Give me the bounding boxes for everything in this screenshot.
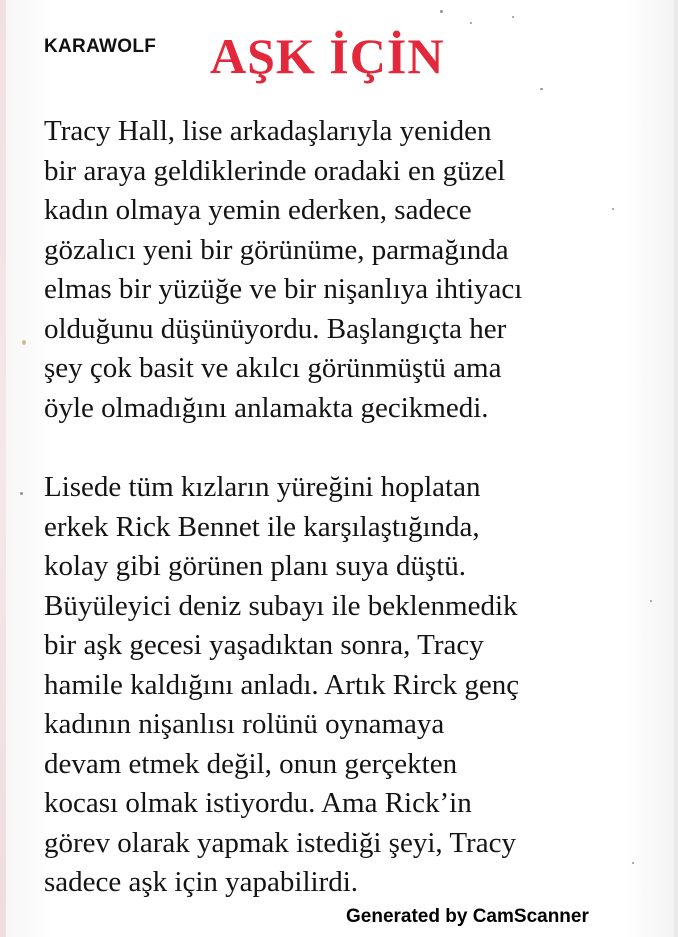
text-line: Büyüleyici deniz subayı ile beklenmedik	[44, 589, 518, 622]
camscanner-watermark: Generated by CamScanner	[346, 906, 589, 927]
text-line: şey çok basit ve akılcı görünmüştü ama	[44, 352, 502, 384]
scan-speck	[20, 492, 23, 495]
scan-speck	[512, 16, 514, 18]
book-title: AŞK İÇİN	[210, 28, 445, 84]
scan-speck	[650, 600, 652, 602]
page-left-edge	[0, 0, 6, 937]
text-line: gözalıcı yeni bir görünüme, parmağında	[44, 233, 509, 266]
scan-speck	[470, 22, 472, 24]
text-line: öyle olmadığını anlamakta gecikmedi.	[44, 391, 489, 424]
scan-speck	[440, 10, 443, 13]
text-line: Tracy Hall, lise arkadaşlarıyla yeniden	[44, 115, 492, 147]
scan-speck	[632, 862, 634, 864]
publisher-label: KARAWOLF	[44, 36, 157, 57]
text-line: görev olarak yapmak istediği şeyi, Tracy	[44, 826, 516, 859]
scan-speck	[540, 88, 543, 90]
text-line: devam etmek değil, onun gerçekten	[44, 747, 458, 780]
text-line: bir aşk gecesi yaşadıktan sonra, Tracy	[44, 629, 484, 661]
text-line: kocası olmak istiyordu. Ama Rick’in	[44, 787, 472, 819]
text-line: erkek Rick Bennet ile karşılaştığında,	[44, 510, 480, 543]
text-line: elmas bir yüzüğe ve bir nişanlıya ihtiyacı	[44, 273, 523, 305]
text-line: bir araya geldiklerinde oradaki en güzel	[44, 154, 506, 187]
scan-speck	[612, 208, 614, 210]
text-line: kolay gibi görünen planı suya düştü.	[44, 550, 467, 582]
paragraph-2	[44, 468, 644, 903]
text-line: Lisede tüm kızların yüreğini hoplatan	[44, 471, 481, 503]
text-line: hamile kaldığını anladı. Artık Rirck genç	[44, 668, 520, 701]
scan-speck	[22, 340, 26, 345]
text-line: kadının nişanlısı rolünü oynamaya	[44, 708, 445, 740]
text-line: sadece aşk için yapabilirdi.	[44, 866, 359, 898]
text-line: olduğunu düşünüyordu. Başlangıçta her	[44, 312, 507, 345]
text-line: kadın olmaya yemin ederken, sadece	[44, 194, 472, 226]
paragraph-1	[44, 112, 644, 428]
page-right-edge	[674, 0, 678, 937]
